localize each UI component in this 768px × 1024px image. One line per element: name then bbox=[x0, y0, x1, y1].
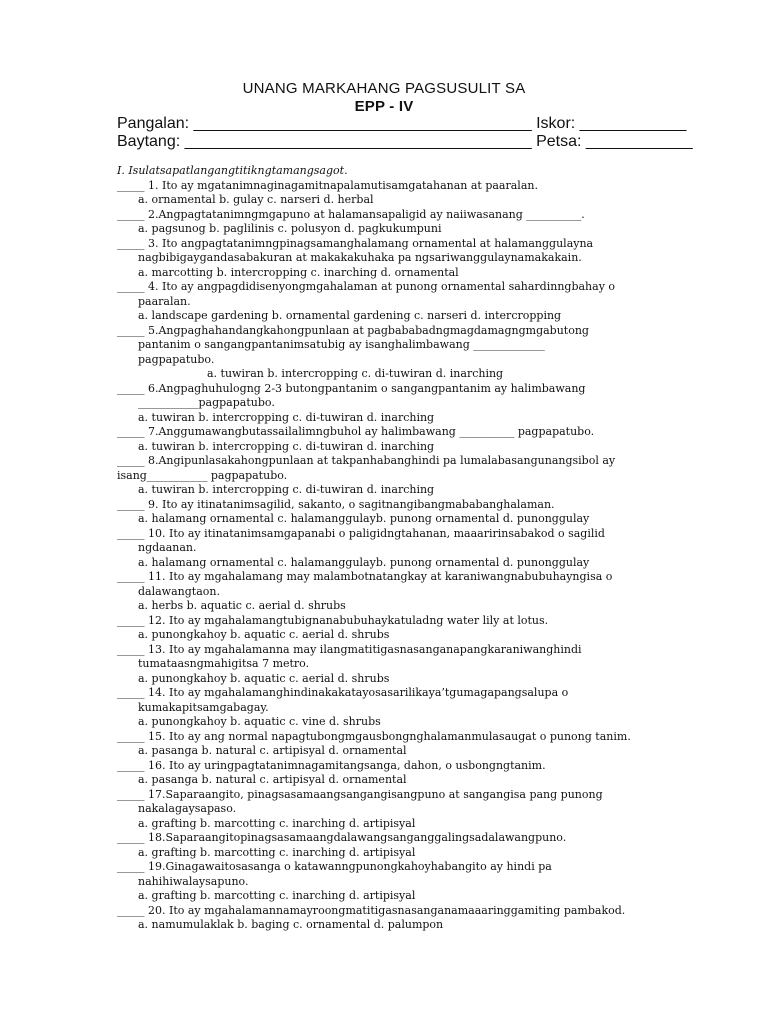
question-text: _____ 9. Ito ay itinatanimsagilid, sakanto, o sagitnangibangmababanghalaman. bbox=[117, 497, 555, 511]
answer-choices: a. tuwiran b. intercropping c. di-tuwiran d. inarching bbox=[138, 439, 435, 453]
question-item bbox=[117, 686, 677, 730]
question-text: _____ 5.Angpaghahandangkahongpunlaan at pagbababadngmagdamagngmgabutong bbox=[117, 323, 589, 337]
question-continuation: ___________pagpapatubo. bbox=[138, 396, 275, 409]
question-text: _____ 15. Ito ay ang normal napagtubongmgausbongnghalamanmulasaugat o punong tanim. bbox=[117, 729, 631, 743]
answer-choices: a. landscape gardening b. ornamental gardening c. narseri d. intercropping bbox=[138, 309, 562, 322]
question-list bbox=[117, 164, 677, 933]
question-continuation: nagbibigaygandasabakuran at makakakuhaka pa ngsariwanggulaynamakakain. bbox=[138, 251, 582, 264]
question-continuation: pantanim o sangangpantanimsatubig ay isanghalimbawang _____________ bbox=[138, 338, 545, 351]
question-text: _____ 10. Ito ay itinatanimsamgapanabi o paligidngtahanan, maaaririnsabakod o sagilid bbox=[117, 526, 605, 540]
question-continuation: nakalagaysapaso. bbox=[138, 802, 237, 815]
question-item bbox=[117, 614, 677, 643]
question-item bbox=[117, 860, 677, 904]
question-item bbox=[117, 788, 677, 832]
question-text: _____ 20. Ito ay mgahalamannamayroongmatitigasnasanganamaaaringgamiting pambakod. bbox=[117, 903, 626, 917]
question-continuation: isang___________ pagpapatubo. bbox=[117, 468, 288, 482]
answer-choices: a. namumulaklak b. baging c. ornamental d. palumpon bbox=[138, 918, 444, 931]
question-text: _____ 3. Ito angpagtatanimngpinagsamanghalamang ornamental at halamanggulayna bbox=[117, 236, 594, 250]
question-item bbox=[117, 643, 677, 687]
question-text: _____ 14. Ito ay mgahalamanghindinakakatayosasarilikaya’tgumagapangsalupa o bbox=[117, 686, 569, 699]
answer-choices: a. punongkahoy b. aquatic c. vine d. shrubs bbox=[138, 715, 381, 728]
question-text: _____ 1. Ito ay mgatanimnaginagamitnapalamutisamgatahanan at paaralan. bbox=[117, 178, 538, 192]
exam-subject: EPP - IV bbox=[354, 98, 414, 115]
answer-choices: a. punongkahoy b. aquatic c. aerial d. shrubs bbox=[138, 628, 390, 641]
question-continuation: kumakapitsamgabagay. bbox=[138, 700, 269, 714]
answer-choices: a. tuwiran b. intercropping c. di-tuwiran d. inarching bbox=[207, 367, 504, 380]
question-item bbox=[117, 237, 677, 281]
question-item bbox=[117, 831, 677, 860]
question-continuation: pagpapatubo. bbox=[138, 352, 215, 366]
instruction: I. Isulatsapatlangangtitikngtamangsagot. bbox=[117, 164, 348, 177]
question-item bbox=[117, 280, 677, 324]
question-text: _____ 11. Ito ay mgahalamang may malambotnatangkay at karaniwangnabubuhayngisa o bbox=[117, 570, 613, 583]
answer-choices: a. grafting b. marcotting c. inarching d. artipisyal bbox=[138, 889, 416, 902]
question-item bbox=[117, 759, 677, 788]
question-text: _____ 16. Ito ay uringpagtatanimnagamitangsanga, dahon, o usbongngtanim. bbox=[117, 758, 546, 772]
question-continuation: paaralan. bbox=[138, 294, 191, 308]
answer-choices: a. grafting b. marcotting c. inarching d. artipisyal bbox=[138, 816, 416, 830]
question-item bbox=[117, 454, 677, 498]
question-text: _____ 12. Ito ay mgahalamangtubignanabubuhaykatuladng water lily at lotus. bbox=[117, 613, 549, 627]
question-item bbox=[117, 498, 677, 527]
answer-choices: a. ornamental b. gulay c. narseri d. herbal bbox=[138, 193, 374, 206]
question-text: _____ 8.Angipunlasakahongpunlaan at takpanhabanghindi pa lumalabasangunangsibol ay bbox=[117, 454, 616, 467]
answer-choices: a. pasanga b. natural c. artipisyal d. ornamental bbox=[138, 773, 407, 786]
question-text: _____ 6.Angpaghuhulogng 2-3 butongpantanim o sangangpantanim ay halimbawang bbox=[117, 381, 586, 395]
answer-choices: a. tuwiran b. intercropping c. di-tuwiran d. inarching bbox=[138, 483, 435, 496]
question-text: _____ 18.Saparaangitopinagsasamaangdalawangsanganggalingsadalawangpuno. bbox=[117, 831, 567, 844]
answer-choices: a. halamang ornamental c. halamanggulayb. punong ornamental d. punonggulay bbox=[138, 512, 590, 525]
question-continuation: tumataasngmahigitsa 7 metro. bbox=[138, 657, 310, 670]
answer-choices: a. grafting b. marcotting c. inarching d. artipisyal bbox=[138, 845, 416, 859]
question-text: _____ 13. Ito ay mgahalamanna may ilangmatitigasnasanganapangkaraniwanghindi bbox=[117, 642, 582, 656]
answer-choices: a. tuwiran b. intercropping c. di-tuwiran d. inarching bbox=[138, 410, 435, 424]
question-item bbox=[117, 730, 677, 759]
question-item bbox=[117, 208, 677, 237]
answer-choices: a. marcotting b. intercropping c. inarching d. ornamental bbox=[138, 265, 459, 279]
question-item bbox=[117, 570, 677, 614]
question-text: _____ 2.Angpagtatanimngmgapuno at halamansapaligid ay naiiwasanang __________. bbox=[117, 207, 585, 221]
answer-choices: a. herbs b. aquatic c. aerial d. shrubs bbox=[138, 599, 346, 612]
question-text: _____ 17.Saparaangito, pinagsasamaangsangangisangpuno at sangangisa pang punong bbox=[117, 787, 603, 801]
answer-choices: a. pagsunog b. paglilinis c. polusyon d. pagkukumpuni bbox=[138, 222, 442, 235]
question-text: _____ 7.Anggumawangbutassailalimngbuhol ay halimbawang __________ pagpapatubo. bbox=[117, 425, 595, 438]
question-item bbox=[117, 904, 677, 933]
question-item bbox=[117, 425, 677, 454]
question-item bbox=[117, 179, 677, 208]
question-continuation: dalawangtaon. bbox=[138, 584, 220, 598]
answer-choices: a. punongkahoy b. aquatic c. aerial d. shrubs bbox=[138, 671, 390, 685]
question-item bbox=[117, 527, 677, 571]
grade-date-fields: Baytang: _______________________________________ Petsa: ____________ bbox=[117, 133, 693, 150]
question-continuation: nahihiwalaysapuno. bbox=[138, 874, 249, 888]
question-item bbox=[117, 324, 677, 382]
question-text: _____ 19.Ginagawaitosasanga o katawanngpunongkahoyhabangito ay hindi pa bbox=[117, 860, 552, 873]
answer-choices: a. halamang ornamental c. halamanggulayb. punong ornamental d. punonggulay bbox=[138, 555, 590, 569]
questions-container bbox=[117, 179, 677, 933]
answer-choices: a. pasanga b. natural c. artipisyal d. ornamental bbox=[138, 744, 407, 757]
question-text: _____ 4. Ito ay angpagdidisenyongmgahalaman at punong ornamental sahardinngbahay o bbox=[117, 280, 616, 293]
name-score-fields: Pangalan: ______________________________________ Iskor: ____________ bbox=[117, 115, 687, 132]
question-continuation: ngdaanan. bbox=[138, 541, 197, 554]
question-item bbox=[117, 382, 677, 426]
exam-title: UNANG MARKAHANG PAGSUSULIT SA bbox=[242, 80, 526, 97]
